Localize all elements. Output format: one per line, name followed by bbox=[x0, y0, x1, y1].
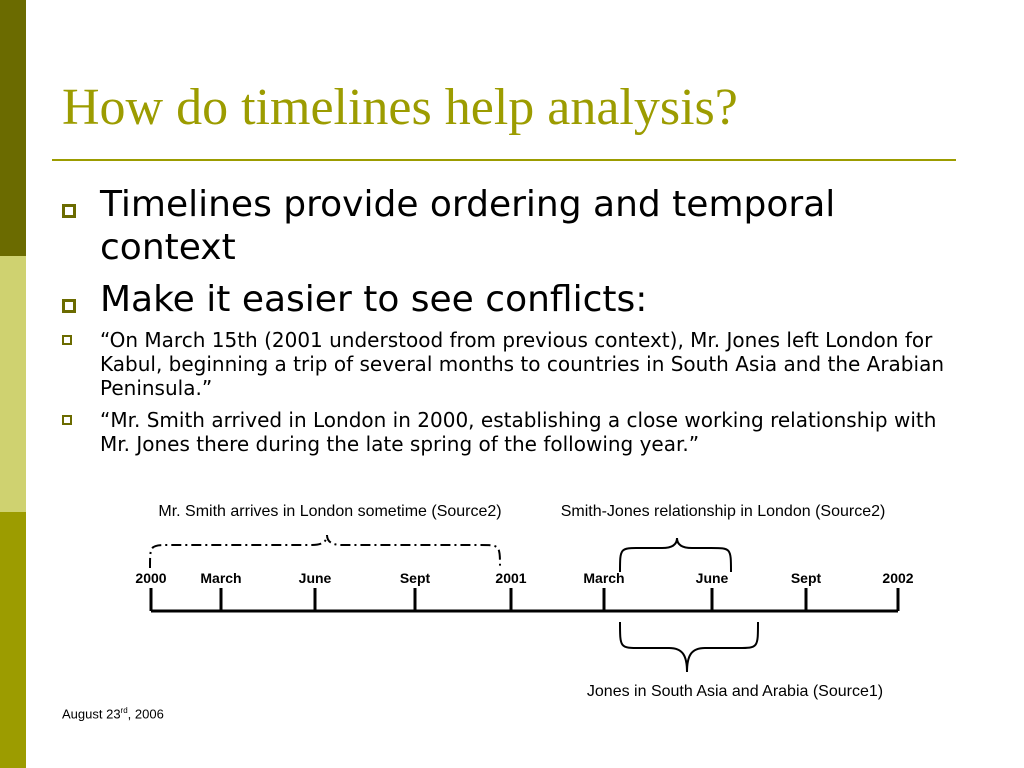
smith-arrival-brace bbox=[150, 535, 500, 568]
smith-arrival-label: Mr. Smith arrives in London sometime (Source2) bbox=[158, 503, 502, 520]
bullet-text: “On March 15th (2001 understood from previous context), Mr. Jones left London for Kabul, beginning a trip of several months to countries in South Asia and the Arabian Peninsula.” bbox=[100, 328, 944, 400]
timeline-tick-label: Sept bbox=[399, 570, 431, 586]
jones-trip-brace bbox=[620, 622, 758, 672]
bullet-text: Timelines provide ordering and temporal context bbox=[100, 184, 836, 268]
slide-title: How do timelines help analysis? bbox=[62, 79, 738, 136]
timeline-tick-label: March bbox=[200, 570, 242, 586]
timeline-tick-label: 2000 bbox=[135, 570, 167, 586]
bullet-text: “Mr. Smith arrived in London in 2000, establishing a close working relationship with Mr. Jones there during the late spring of the following year.” bbox=[100, 408, 937, 456]
timeline-tick-label: June bbox=[298, 570, 332, 586]
timeline-tick-label: 2002 bbox=[882, 570, 914, 586]
timeline-tick-label: Sept bbox=[790, 570, 822, 586]
jones-trip-label: Jones in South Asia and Arabia (Source1) bbox=[586, 683, 884, 700]
timeline-tick-label: 2001 bbox=[495, 570, 527, 586]
timeline-tick-label: March bbox=[583, 570, 625, 586]
timeline-tick-label: June bbox=[695, 570, 729, 586]
smith-jones-brace bbox=[620, 538, 731, 572]
footer-date: August 23rd, 2006 bbox=[62, 706, 164, 722]
bullet-text: Make it easier to see conflicts: bbox=[100, 279, 648, 320]
smith-jones-label: Smith-Jones relationship in London (Source2) bbox=[560, 503, 886, 520]
